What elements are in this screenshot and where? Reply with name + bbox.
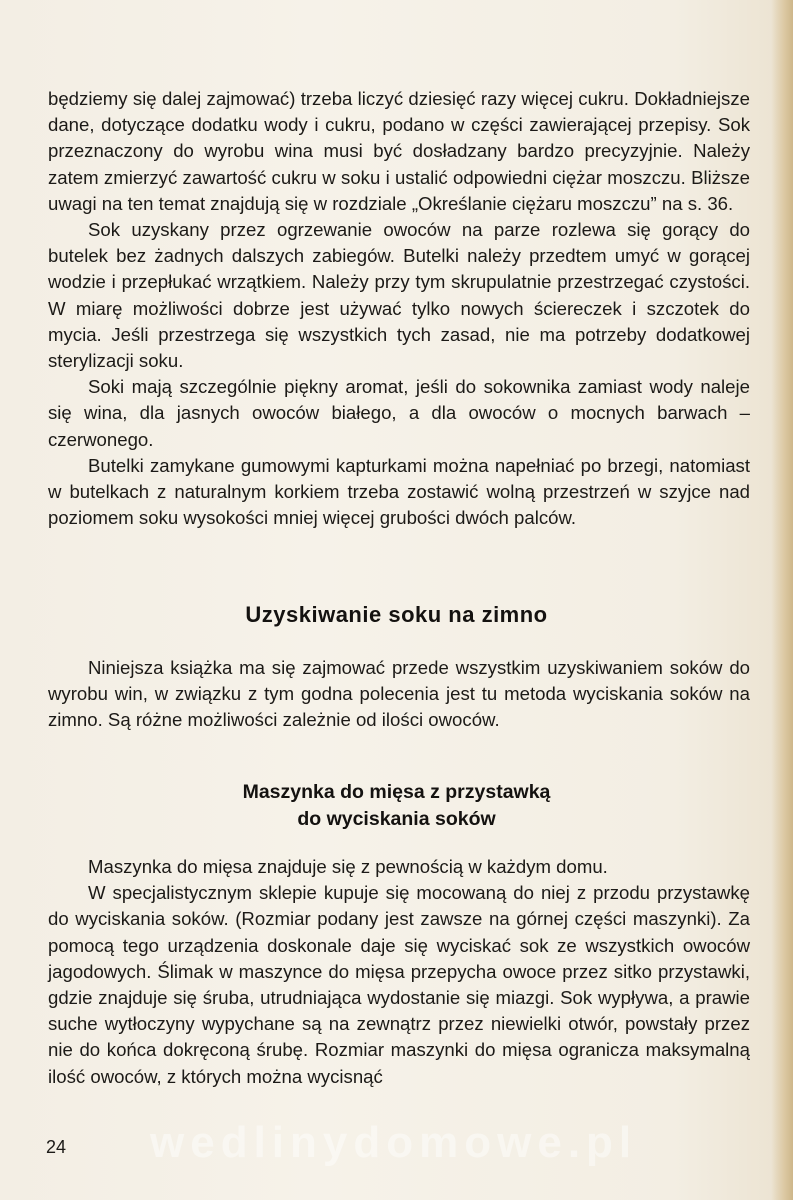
paragraph: będziemy się dalej zajmować) trzeba liczyć dziesięć razy więcej cukru. Dokładniejsze dane, dotyczące dodatku wody i cukru, podano w części zawierającej przepisy. Sok przeznaczony do wyrobu wina musi być dosładzany bardzo precyzyjnie. Należy zatem zmierzyć zawartość cukru w soku i ustalić odpowiedni ciężar moszczu. Bliższe uwagi na ten temat znajdują się w rozdziale „Określanie ciężaru moszczu” na s. 36. [48,88,750,214]
text-block-section [48,655,750,734]
paragraph: Niniejsza książka ma się zajmować przede wszystkim uzyskiwaniem soków do wyrobu win, w związku z tym godna polecenia jest tu metoda wyciskania soków na zimno. Są różne możliwości zależnie od ilości owoców. [48,657,750,731]
section-heading: Uzyskiwanie soku na zimno [245,602,548,627]
page-number: 24 [46,1137,67,1157]
watermark: wedlinydomowe.pl [150,1118,638,1167]
page-edge [771,0,793,1200]
text-block-subsection [48,854,750,1090]
subsection-heading-line: do wyciskania soków [297,808,496,830]
paragraph: W specjalistycznym sklepie kupuje się mocowaną do niej z przodu przystawkę do wyciskania soków. (Rozmiar podany jest zawsze na górnej części maszynki). Za pomocą tego urządzenia doskonale daje się wyciskać sok ze wszystkich owoców jagodowych. Ślimak w maszynce do mięsa przepycha owoce przez sitko przystawki, gdzie znajduje się śruba, utrudniająca wydostanie się miazgi. Sok wypływa, a prawie suche wytłoczyny wypychane są na zewnątrz przez niewielki otwór, powstały przez nie do końca dokręconą śrubę. Rozmiar maszynki do mięsa ogranicza maksymalną ilość owoców, z których można wycisnąć [48,882,750,1087]
paragraph: Soki mają szczególnie piękny aromat, jeśli do sokownika zamiast wody naleje się wina, dla jasnych owoców białego, a dla owoców o mocnych barwach – czerwonego. [48,376,750,450]
text-block-intro [48,86,750,531]
subsection-heading-line: Maszynka do mięsa z przystawką [242,781,551,803]
paragraph: Butelki zamykane gumowymi kapturkami można napełniać po brzegi, natomiast w butelkach z naturalnym korkiem trzeba zostawić wolną przestrzeń w szyjce nad poziomem soku wysokości mniej więcej grubości dwóch palców. [48,454,750,529]
paragraph: Sok uzyskany przez ogrzewanie owoców na parze rozlewa się gorący do butelek bez żadnych dalszych zabiegów. Butelki należy przedtem umyć w gorącej wodzie i przepłukać wrzątkiem. Należy przy tym skrupulatnie przestrzegać czystości. W miarę możliwości dobrze jest używać tylko nowych ściereczek i szczotek do mycia. Jeśli przestrzega się wszystkich tych zasad, nie ma potrzeby dodatkowej sterylizacji soku. [48,219,750,372]
paragraph: Maszynka do mięsa znajduje się z pewnością w każdym domu. [88,856,608,877]
subsection-heading [0,779,793,833]
